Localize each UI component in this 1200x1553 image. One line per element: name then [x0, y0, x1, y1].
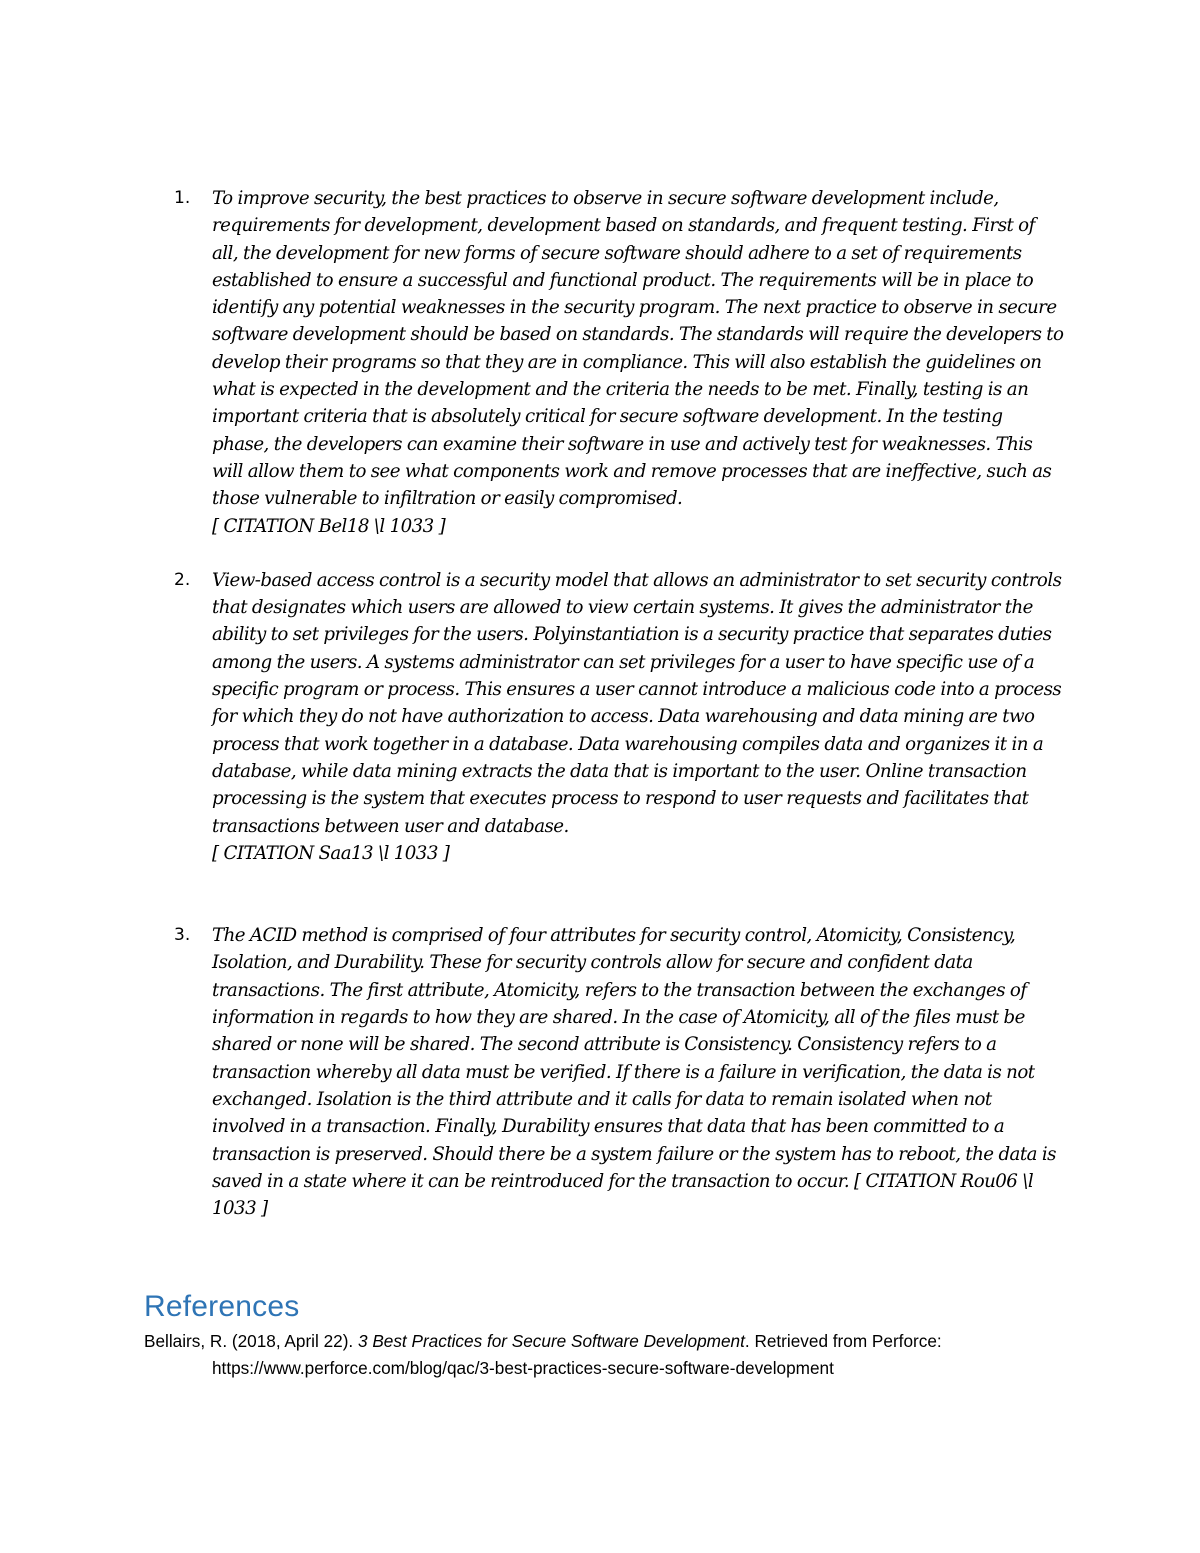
citation: [ CITATION Saa13 \l 1033 ] — [212, 842, 450, 864]
list-item — [144, 922, 1064, 1222]
references-section — [144, 1288, 1064, 1382]
list-number: 2. — [174, 569, 191, 590]
reference-source: . Retrieved from Perforce: https://www.perforce.com/blog/qac/3-best-practices-secure-software-development — [212, 1331, 942, 1378]
list-number: 3. — [174, 925, 191, 946]
reference-title: 3 Best Practices for Secure Software Development — [357, 1331, 745, 1351]
answer-paragraph — [212, 185, 1064, 540]
answer-text: View-based access control is a security model that allows an administrator to set security controls that designates which users are allowed to view certain systems. It gives the administrator the ability to set privileges for the users. Polyinstantiation is a security practice that separates duties among the users. A systems administrator can set privileges for a user to have specific use of a specific program or process. This ensures a user cannot introduce a malicious code into a process for which they do not have authorization to access. Data warehousing and data mining are two process that work together in a database. Data warehousing compiles data and organizes it in a database, while data mining extracts the data that is important to the user. Online transaction processing is the system that executes process to respond to user requests and facilitates that transactions between user and database. — [212, 569, 1062, 837]
reference-entry — [144, 1328, 1064, 1382]
reference-author-date: Bellairs, R. (2018, April 22). — [144, 1331, 358, 1351]
answer-text: To improve security, the best practices to observe in secure software development include, requirements for development, development based on standards, and frequent testing. First of all, the development for new forms of secure software should adhere to a set of requirements established to ensure a successful and functional product. The requirements will be in place to identify any potential weaknesses in the security program. The next practice to observe in secure software development should be based on standards. The standards will require the developers to develop their programs so that they are in compliance. This will also establish the guidelines on what is expected in the development and the criteria the needs to be met. Finally, testing is an important criteria that is absolutely critical for secure software development. In the testing phase, the developers can examine their software in use and actively test for weaknesses. This will allow them to see what components work and remove processes that are ineffective, such as those vulnerable to infiltration or easily compromised. — [212, 188, 1064, 510]
answer-list — [144, 185, 1064, 1222]
answer-text: The ACID method is comprised of four attributes for security control, Atomicity, Consistency, Isolation, and Durability. These for security controls allow for secure and confident data transactions. The first attribute, Atomicity, refers to the transaction between the exchanges of information in regards to how they are shared. In the case of Atomicity, all of the files must be shared or none will be shared. The second attribute is Consistency. Consistency refers to a transaction whereby all data must be verified. If there is a failure in verification, the data is not exchanged. Isolation is the third attribute and it calls for data to remain isolated when not involved in a transaction. Finally, Durability ensures that data that has been committed to a transaction is preserved. Should there be a system failure or the system has to reboot, the data is saved in a state where it can be reintroduced for the transaction to occur. [ CITATION Rou06 \l 1033 ] — [212, 925, 1056, 1220]
answer-paragraph — [212, 922, 1064, 1222]
list-item — [144, 185, 1064, 540]
citation: [ CITATION Bel18 \l 1033 ] — [212, 515, 446, 537]
references-heading: References — [144, 1290, 300, 1323]
list-number: 1. — [174, 188, 191, 208]
answer-paragraph — [212, 567, 1064, 867]
list-item — [144, 567, 1064, 867]
